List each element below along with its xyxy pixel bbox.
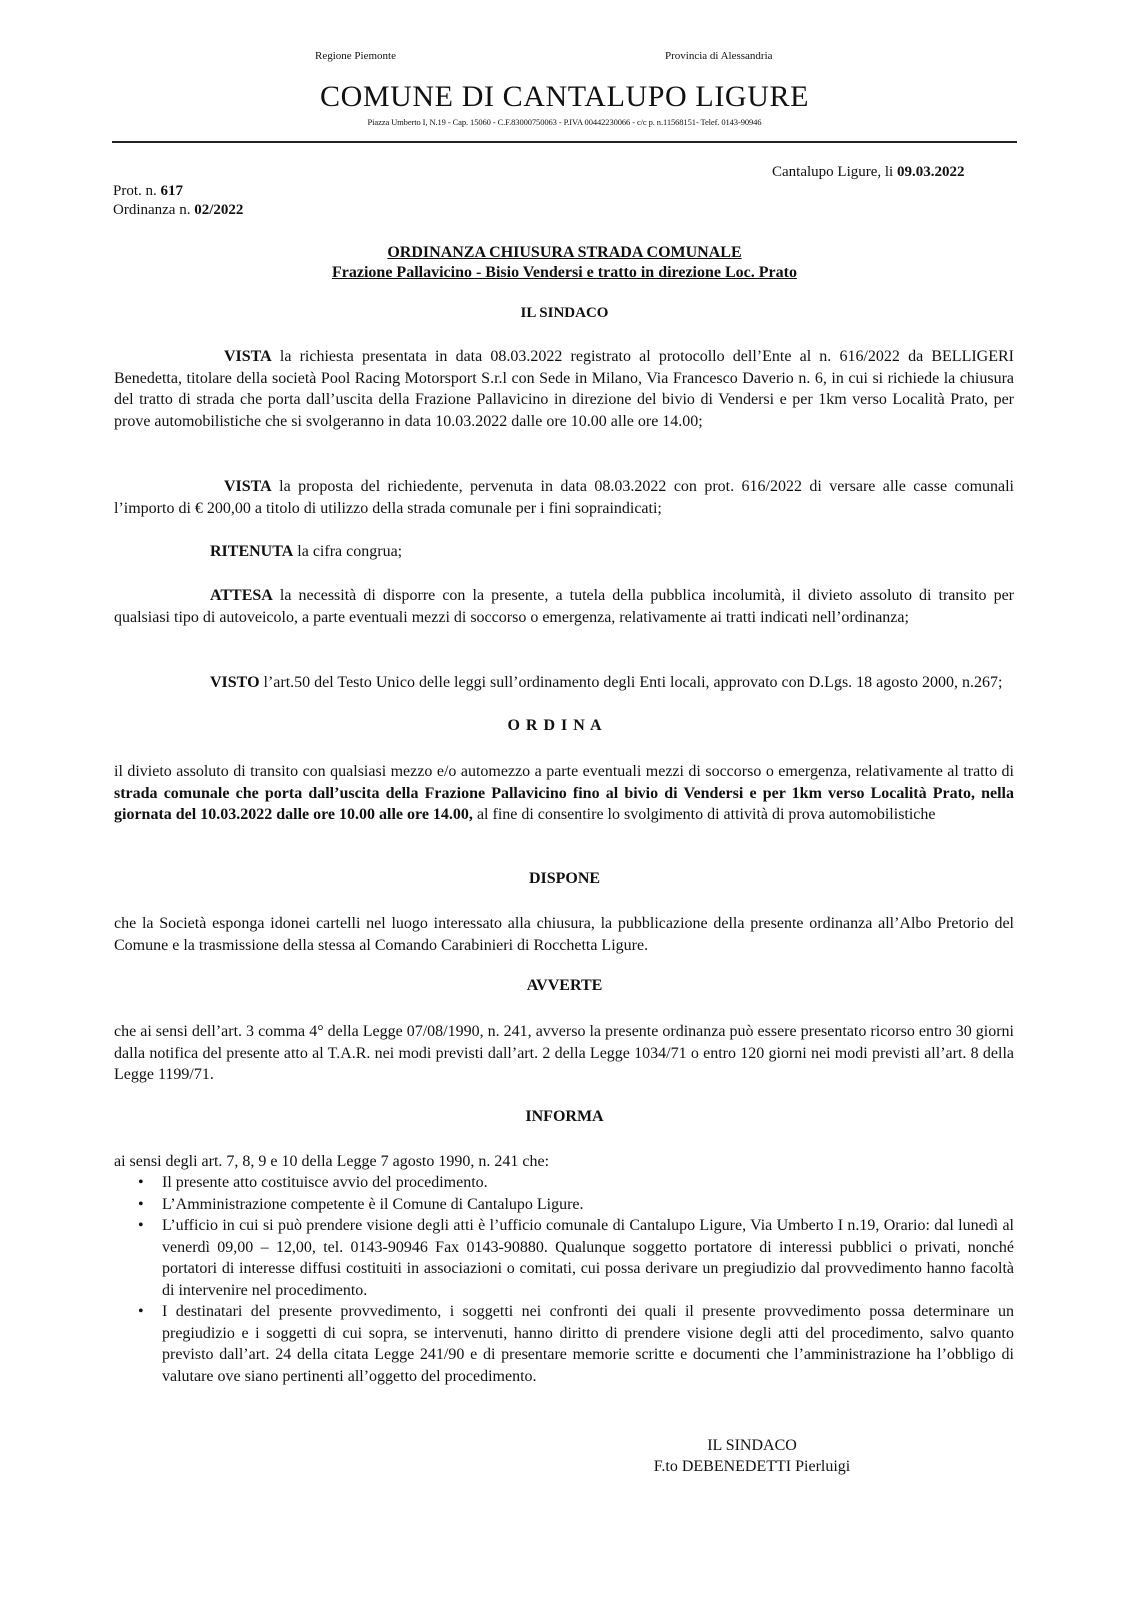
premise-text: la richiesta presentata in data 08.03.2022 registrato al protocollo dell’Ente al n. 616/2022 da BELLIGERI Benedetta, titolare della società Pool Racing Motorsport S.r.l con Sede in Milano, Via Francesco Daverio n. 6, in cui si richiede la chiusura del tratto di strada che porta dall’uscita della Frazione Pallavicino in direzione del bivio di Vendersi e per 1km verso Località Prato, per prove automobilistiche che si svolgeranno in data 10.03.2022 dalle ore 10.00 alle ore 14.00; — [114, 348, 1014, 430]
municipality-address: Piazza Umberto I, N.19 - Cap. 15060 - C.F.83000750063 - P.IVA 00442230066 - c/c p. n.11568151- Telef. 0143-90946 — [367, 117, 762, 127]
premise-keyword: VISTO — [210, 674, 260, 691]
ordinance-value: 02/2022 — [194, 202, 244, 218]
premise-vista-proposal — [114, 476, 1014, 519]
region-label: Regione Piemonte — [315, 50, 396, 62]
list-item — [114, 1215, 1014, 1301]
premise-keyword: ATTESA — [210, 587, 273, 604]
premise-keyword: VISTA — [224, 478, 272, 495]
premise-text: l’art.50 del Testo Unico delle leggi sull’ordinamento degli Enti locali, approvato con D.Lgs. 18 agosto 2000, n.267; — [259, 674, 1003, 691]
protocol-number — [113, 183, 183, 200]
header-divider — [112, 141, 1017, 143]
dispone-heading: DISPONE — [528, 870, 601, 887]
informa-intro: ai sensi degli art. 7, 8, 9 e 10 della Legge 7 agosto 1990, n. 241 che: — [114, 1153, 550, 1170]
place-date-prefix: Cantalupo Ligure, li — [772, 164, 897, 180]
premise-text: la cifra congrua; — [293, 543, 403, 560]
premise-text: la necessità di disporre con la presente, a tutela della pubblica incolumità, il divieto assoluto di transito per qualsiasi tipo di autoveicolo, a parte eventuali mezzi di soccorso o emergenza, relativamente ai tratti indicati nell’ordinanza; — [114, 587, 1014, 626]
protocol-value: 617 — [160, 183, 184, 199]
informa-list — [114, 1172, 1014, 1387]
ordina-text-before: il divieto assoluto di transito con qualsiasi mezzo e/o automezzo a parte eventuali mezzi di soccorso o emergenza, relativamente al tratto di — [114, 763, 1014, 780]
list-item-text: L’ufficio in cui si può prendere visione degli atti è l’ufficio comunale di Cantalupo Ligure, Via Umberto I n.19, Orario: dal lunedì al venerdì 09,00 – 12,00, tel. 0143-90946 Fax 0143-90880. Qualunque soggetto portatore di interessi pubblici o privati, nonché portatori di interesse diffusi costituiti in associazioni o comitati, cui possa derivare un pregiudizio dal provvedimento hanno facoltà di intervenire nel procedimento. — [162, 1217, 1014, 1299]
authority-heading: IL SINDACO — [520, 305, 609, 321]
premise-text: la proposta del richiedente, pervenuta in data 08.03.2022 con prot. 616/2022 di versare alle casse comunali l’importo di € 200,00 a titolo di utilizzo della strada comunale per i fini sopraindicati; — [114, 478, 1014, 517]
signature-title: IL SINDACO — [707, 1437, 797, 1454]
bullet-icon: • — [138, 1303, 144, 1320]
subject-line-2: Frazione Pallavicino - Bisio Vendersi e tratto in direzione Loc. Prato — [332, 264, 797, 281]
list-item-text: Il presente atto costituisce avvio del procedimento. — [162, 1174, 488, 1191]
informa-heading: INFORMA — [525, 1108, 604, 1125]
bullet-icon: • — [138, 1217, 144, 1234]
ordinance-label: Ordinanza n. — [113, 202, 195, 218]
bullet-icon: • — [138, 1174, 144, 1191]
dispone-text: che la Società esponga idonei cartelli nel luogo interessato alla chiusura, la pubblicazione della presente ordinanza all’Albo Pretorio del Comune e la trasmissione della stessa al Comando Carabinieri di Rocchetta Ligure. — [114, 915, 1014, 954]
province-label: Provincia di Alessandria — [665, 50, 773, 62]
place-date — [772, 164, 964, 181]
ordina-text-after: al fine di consentire lo svolgimento di attività di prova automobilistiche — [472, 806, 936, 823]
premise-ritenuta — [114, 541, 1014, 563]
list-item — [114, 1194, 1014, 1216]
premise-vista-request — [114, 346, 1014, 432]
premise-visto — [114, 672, 1014, 694]
list-item-text: I destinatari del presente provvedimento, i soggetti nei confronti dei quali il presente provvedimento possa determinare un pregiudizio e i soggetti di cui sopra, se intervenuti, hanno diritto di prendere visione degli atti del procedimento, salvo quanto previsto dall’art. 24 della citata Legge 241/90 e di presentare memorie scritte e documenti che l’amministrazione ha l’obbligo di valutare ove siano pertinenti all’oggetto del procedimento. — [162, 1303, 1014, 1385]
subject-line-1: ORDINANZA CHIUSURA STRADA COMUNALE — [387, 244, 742, 261]
list-item-text: L’Amministrazione competente è il Comune di Cantalupo Ligure. — [162, 1195, 584, 1213]
premise-keyword: RITENUTA — [210, 543, 294, 560]
premise-attesa — [114, 585, 1014, 628]
bullet-icon: • — [138, 1195, 144, 1213]
ordinance-number — [113, 202, 243, 219]
list-item — [114, 1301, 1014, 1387]
list-item — [114, 1172, 1014, 1194]
ordina-heading: O R D I N A — [507, 717, 603, 734]
municipality-title: COMUNE DI CANTALUPO LIGURE — [319, 80, 809, 113]
protocol-label: Prot. n. — [113, 183, 161, 199]
signature-name: F.to DEBENEDETTI Pierluigi — [653, 1458, 851, 1475]
ordina-text-bold: strada comunale che porta dall’uscita della Frazione Pallavicino fino al bivio di Vendersi e per 1km verso Località Prato, nella giornata del 10.03.2022 dalle ore 10.00 alle ore 14.00, — [114, 784, 1014, 823]
ordina-text — [114, 761, 1014, 826]
avverte-text: che ai sensi dell’art. 3 comma 4° della Legge 07/08/1990, n. 241, avverso la presente ordinanza può essere presentato ricorso entro 30 giorni dalla notifica del presente atto al T.A.R. nei modi previsti dall’art. 2 della Legge 1034/71 o entro 120 giorni nei modi previsti all’art. 8 della Legge 1199/71. — [114, 1023, 1014, 1083]
premise-keyword: VISTA — [224, 348, 272, 365]
avverte-heading: AVVERTE — [526, 977, 603, 994]
document-date: 09.03.2022 — [896, 164, 965, 180]
